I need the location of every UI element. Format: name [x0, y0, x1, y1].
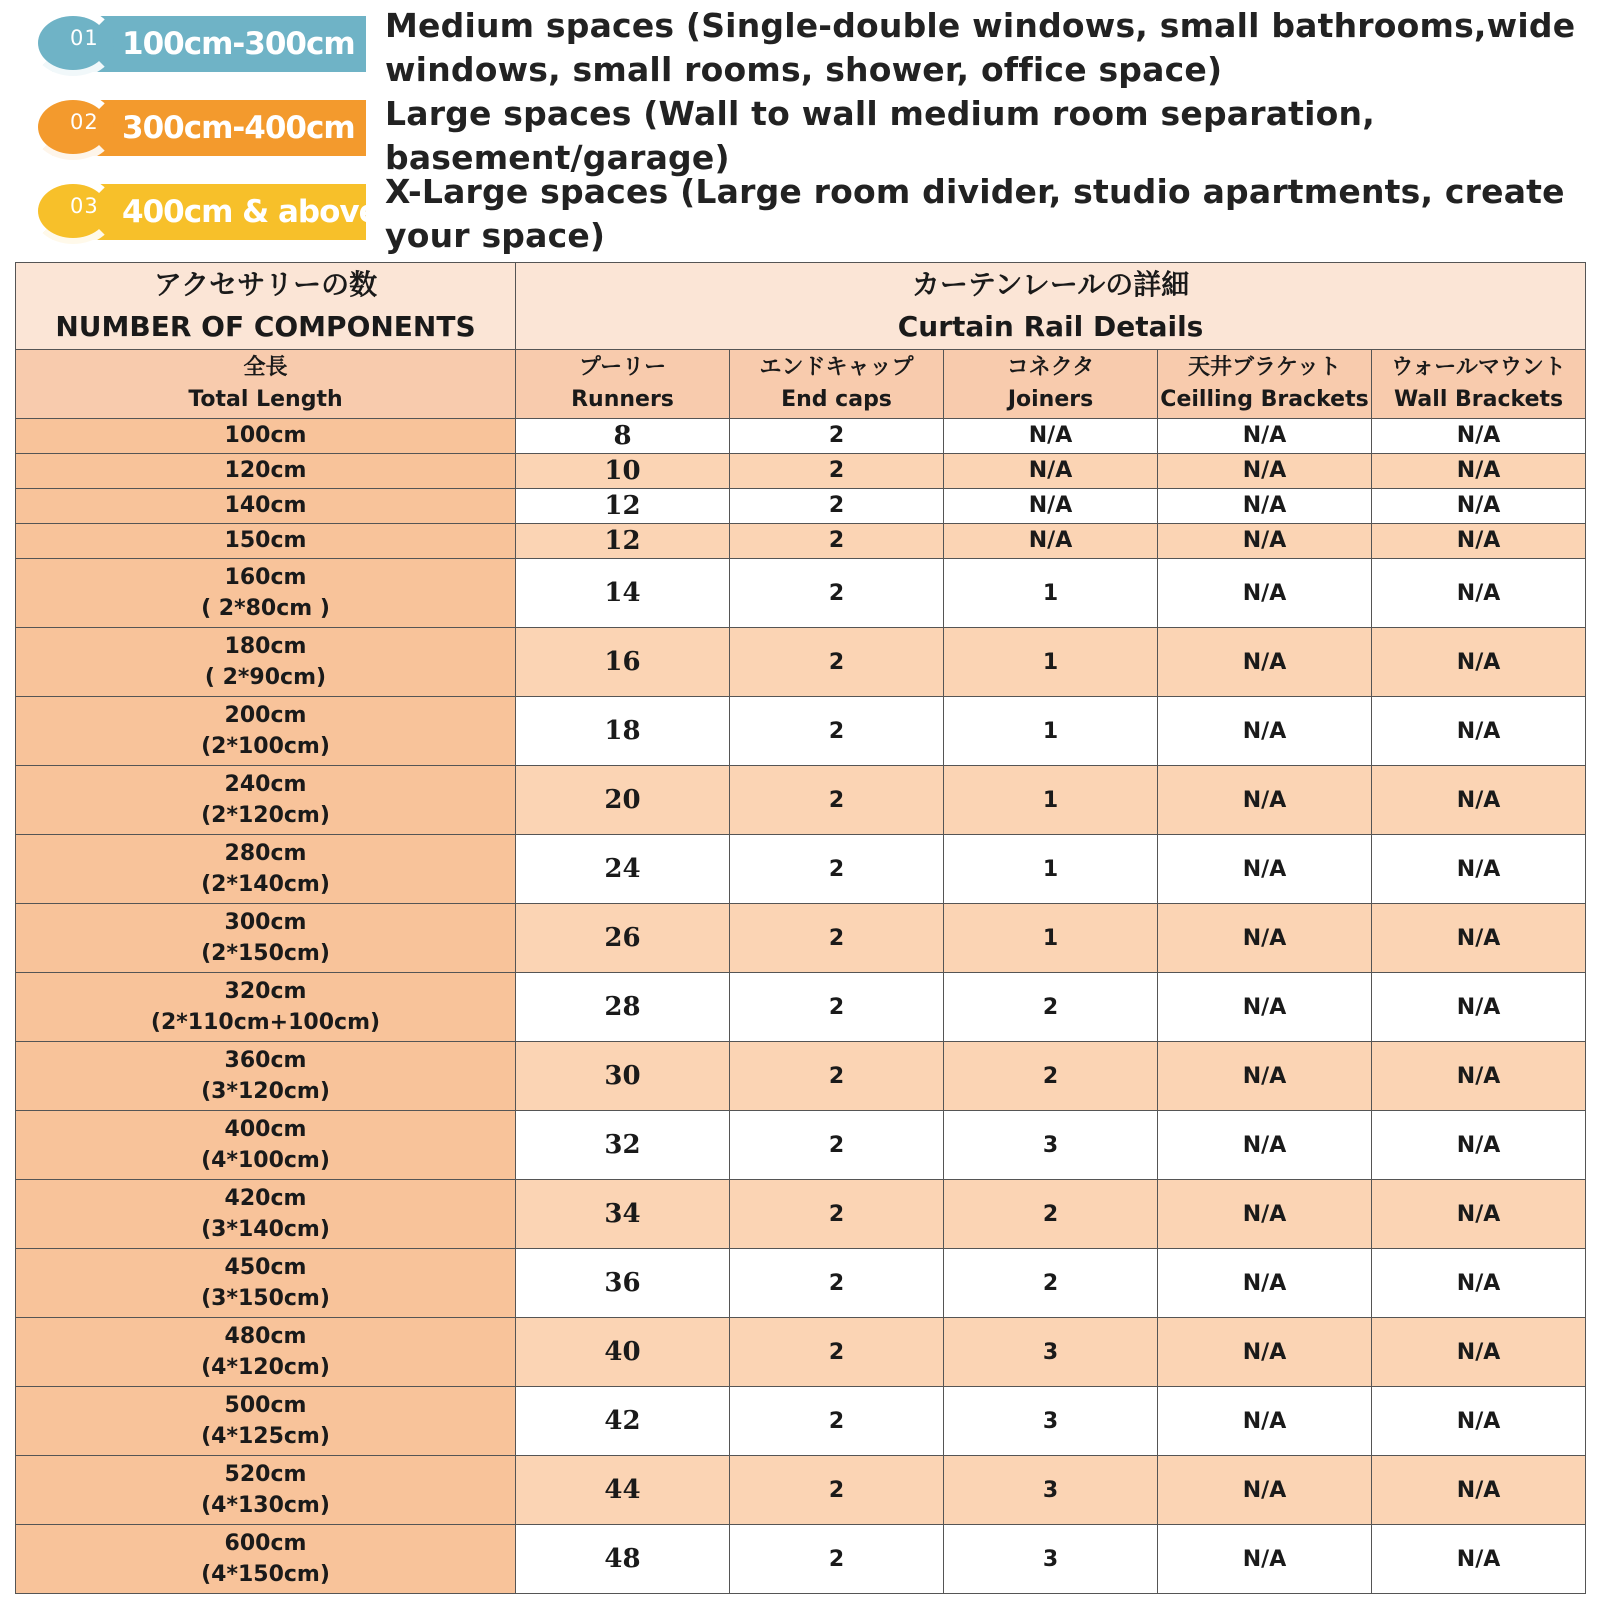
length-split: (3*120cm)	[201, 1079, 330, 1104]
length-value: 120cm	[224, 458, 307, 483]
length-cell	[16, 419, 516, 454]
table-row	[16, 1249, 1586, 1318]
length-split: (4*130cm)	[201, 1493, 330, 1518]
badge-number: 01	[70, 26, 99, 50]
col-ceiling-brackets	[1158, 350, 1372, 419]
end-caps-cell: 2	[730, 628, 944, 697]
table-row	[16, 489, 1586, 524]
ceiling-brackets-cell: N/A	[1158, 697, 1372, 766]
joiners-cell: 3	[944, 1318, 1158, 1387]
length-value: 320cm	[224, 979, 307, 1004]
runners-cell: 10	[516, 454, 730, 489]
runners-cell: 12	[516, 489, 730, 524]
col-wall-brackets-en: Wall Brackets	[1393, 387, 1564, 412]
ceiling-brackets-cell: N/A	[1158, 1456, 1372, 1525]
length-value: 160cm	[224, 565, 307, 590]
runners-cell: 20	[516, 766, 730, 835]
table-row	[16, 1318, 1586, 1387]
badge-range: 300cm-400cm	[122, 110, 355, 146]
components-header-en: NUMBER OF COMPONENTS	[55, 310, 476, 343]
length-cell	[16, 1042, 516, 1111]
length-split: (4*125cm)	[201, 1424, 330, 1449]
table-row	[16, 973, 1586, 1042]
length-cell	[16, 904, 516, 973]
table-row	[16, 419, 1586, 454]
length-split: (2*120cm)	[201, 803, 330, 828]
end-caps-cell: 2	[730, 973, 944, 1042]
col-total-length-en: Total Length	[188, 387, 343, 412]
runners-cell: 26	[516, 904, 730, 973]
ceiling-brackets-cell: N/A	[1158, 766, 1372, 835]
joiners-cell: 1	[944, 628, 1158, 697]
length-value: 150cm	[224, 528, 307, 553]
col-runners-en: Runners	[571, 387, 674, 412]
end-caps-cell: 2	[730, 489, 944, 524]
joiners-cell: 1	[944, 559, 1158, 628]
runners-cell: 34	[516, 1180, 730, 1249]
size-description-02: Large spaces (Wall to wall medium room separation, basement/garage)	[385, 94, 1375, 177]
components-header-jp: アクセサリーの数	[153, 268, 378, 301]
joiners-cell: N/A	[944, 454, 1158, 489]
joiners-cell: 2	[944, 1042, 1158, 1111]
length-split: (4*150cm)	[201, 1562, 330, 1587]
wall-brackets-cell: N/A	[1372, 524, 1586, 559]
length-split: (2*150cm)	[201, 941, 330, 966]
wall-brackets-cell: N/A	[1372, 489, 1586, 524]
runners-cell: 32	[516, 1111, 730, 1180]
end-caps-cell: 2	[730, 1180, 944, 1249]
length-split: (2*110cm+100cm)	[150, 1010, 381, 1035]
table-row	[16, 697, 1586, 766]
length-cell	[16, 1111, 516, 1180]
size-badge-01	[30, 8, 366, 76]
end-caps-cell: 2	[730, 419, 944, 454]
runners-cell: 48	[516, 1525, 730, 1594]
wall-brackets-cell: N/A	[1372, 1042, 1586, 1111]
joiners-cell: 2	[944, 1180, 1158, 1249]
table-row	[16, 1111, 1586, 1180]
wall-brackets-cell: N/A	[1372, 766, 1586, 835]
table-row	[16, 1456, 1586, 1525]
table-row	[16, 1525, 1586, 1594]
length-value: 100cm	[224, 423, 307, 448]
length-cell	[16, 454, 516, 489]
length-value: 180cm	[224, 634, 307, 659]
end-caps-cell: 2	[730, 1318, 944, 1387]
length-cell	[16, 489, 516, 524]
col-joiners	[944, 350, 1158, 419]
length-split: (2*140cm)	[201, 872, 330, 897]
length-value: 480cm	[224, 1324, 307, 1349]
runners-cell: 44	[516, 1456, 730, 1525]
column-header-row	[16, 350, 1586, 419]
wall-brackets-cell: N/A	[1372, 697, 1586, 766]
runners-cell: 18	[516, 697, 730, 766]
length-split: ( 2*90cm)	[204, 665, 327, 690]
length-cell	[16, 524, 516, 559]
wall-brackets-cell: N/A	[1372, 1456, 1586, 1525]
col-end-caps	[730, 350, 944, 419]
wall-brackets-cell: N/A	[1372, 973, 1586, 1042]
table-row	[16, 524, 1586, 559]
table-row	[16, 766, 1586, 835]
wall-brackets-cell: N/A	[1372, 1249, 1586, 1318]
wall-brackets-cell: N/A	[1372, 1111, 1586, 1180]
runners-cell: 24	[516, 835, 730, 904]
runners-cell: 8	[516, 419, 730, 454]
runners-cell: 30	[516, 1042, 730, 1111]
length-value: 420cm	[224, 1186, 307, 1211]
joiners-cell: 3	[944, 1456, 1158, 1525]
col-wall-brackets	[1372, 350, 1586, 419]
ceiling-brackets-cell: N/A	[1158, 489, 1372, 524]
end-caps-cell: 2	[730, 454, 944, 489]
length-value: 450cm	[224, 1255, 307, 1280]
col-total-length-jp: 全長	[243, 355, 288, 380]
ceiling-brackets-cell: N/A	[1158, 1180, 1372, 1249]
joiners-cell: 1	[944, 835, 1158, 904]
length-cell	[16, 1249, 516, 1318]
runners-cell: 28	[516, 973, 730, 1042]
joiners-cell: 3	[944, 1111, 1158, 1180]
length-value: 140cm	[224, 493, 307, 518]
length-value: 240cm	[224, 772, 307, 797]
col-wall-brackets-jp: ウォールマウント	[1391, 355, 1566, 380]
wall-brackets-cell: N/A	[1372, 1525, 1586, 1594]
length-cell	[16, 1525, 516, 1594]
ceiling-brackets-cell: N/A	[1158, 904, 1372, 973]
length-cell	[16, 1318, 516, 1387]
end-caps-cell: 2	[730, 559, 944, 628]
ceiling-brackets-cell: N/A	[1158, 1318, 1372, 1387]
components-header	[16, 263, 516, 350]
end-caps-cell: 2	[730, 697, 944, 766]
joiners-cell: 3	[944, 1525, 1158, 1594]
table-row	[16, 559, 1586, 628]
ceiling-brackets-cell: N/A	[1158, 628, 1372, 697]
ceiling-brackets-cell: N/A	[1158, 1249, 1372, 1318]
ceiling-brackets-cell: N/A	[1158, 1525, 1372, 1594]
ceiling-brackets-cell: N/A	[1158, 559, 1372, 628]
ceiling-brackets-cell: N/A	[1158, 973, 1372, 1042]
end-caps-cell: 2	[730, 1042, 944, 1111]
length-cell	[16, 697, 516, 766]
end-caps-cell: 2	[730, 766, 944, 835]
col-ceiling-brackets-en: Ceilling Brackets	[1160, 387, 1369, 412]
length-split: (3*150cm)	[201, 1286, 330, 1311]
length-value: 300cm	[224, 910, 307, 935]
ceiling-brackets-cell: N/A	[1158, 1387, 1372, 1456]
length-cell	[16, 766, 516, 835]
runners-cell: 14	[516, 559, 730, 628]
length-cell	[16, 835, 516, 904]
runners-cell: 16	[516, 628, 730, 697]
end-caps-cell: 2	[730, 1249, 944, 1318]
length-cell	[16, 1387, 516, 1456]
wall-brackets-cell: N/A	[1372, 835, 1586, 904]
rail-details-header-en: Curtain Rail Details	[897, 310, 1204, 343]
joiners-cell: N/A	[944, 524, 1158, 559]
ceiling-brackets-cell: N/A	[1158, 835, 1372, 904]
length-value: 360cm	[224, 1048, 307, 1073]
length-value: 280cm	[224, 841, 307, 866]
wall-brackets-cell: N/A	[1372, 628, 1586, 697]
table-row	[16, 454, 1586, 489]
col-ceiling-brackets-jp: 天井ブラケット	[1188, 355, 1341, 380]
runners-cell: 42	[516, 1387, 730, 1456]
length-split: (3*140cm)	[201, 1217, 330, 1242]
wall-brackets-cell: N/A	[1372, 419, 1586, 454]
joiners-cell: 1	[944, 904, 1158, 973]
joiners-cell: N/A	[944, 489, 1158, 524]
table-row	[16, 1180, 1586, 1249]
wall-brackets-cell: N/A	[1372, 1387, 1586, 1456]
joiners-cell: 2	[944, 1249, 1158, 1318]
length-cell	[16, 559, 516, 628]
ceiling-brackets-cell: N/A	[1158, 1042, 1372, 1111]
rail-details-header-jp: カーテンレールの詳細	[911, 268, 1190, 301]
size-description-01: Medium spaces (Single-double windows, small bathrooms,wide windows, small rooms, shower, office space)	[385, 6, 1576, 89]
length-value: 400cm	[224, 1117, 307, 1142]
wall-brackets-cell: N/A	[1372, 1318, 1586, 1387]
length-value: 520cm	[224, 1462, 307, 1487]
col-runners-jp: プーリー	[578, 355, 667, 380]
size-badge-02	[30, 92, 366, 160]
wall-brackets-cell: N/A	[1372, 904, 1586, 973]
ceiling-brackets-cell: N/A	[1158, 454, 1372, 489]
end-caps-cell: 2	[730, 904, 944, 973]
col-runners	[516, 350, 730, 419]
size-description-03: X-Large spaces (Large room divider, studio apartments, create your space)	[385, 172, 1565, 255]
col-end-caps-jp: エンドキャップ	[759, 355, 914, 380]
end-caps-cell: 2	[730, 835, 944, 904]
ceiling-brackets-cell: N/A	[1158, 1111, 1372, 1180]
end-caps-cell: 2	[730, 524, 944, 559]
table-row	[16, 1387, 1586, 1456]
size-legend	[0, 0, 1600, 262]
length-cell	[16, 628, 516, 697]
size-badge-03	[30, 176, 379, 244]
length-split: (4*100cm)	[201, 1148, 330, 1173]
runners-cell: 40	[516, 1318, 730, 1387]
wall-brackets-cell: N/A	[1372, 454, 1586, 489]
end-caps-cell: 2	[730, 1387, 944, 1456]
rail-details-header	[516, 263, 1586, 350]
table-row	[16, 628, 1586, 697]
length-split: ( 2*80cm )	[201, 596, 330, 621]
wall-brackets-cell: N/A	[1372, 559, 1586, 628]
col-joiners-jp: コネクタ	[1006, 355, 1095, 380]
col-end-caps-en: End caps	[781, 387, 892, 412]
joiners-cell: 1	[944, 697, 1158, 766]
joiners-cell: 2	[944, 973, 1158, 1042]
table-row	[16, 835, 1586, 904]
table-row	[16, 1042, 1586, 1111]
badge-number: 03	[70, 194, 99, 218]
length-value: 500cm	[224, 1393, 307, 1418]
table-title-row	[16, 263, 1586, 350]
joiners-cell: N/A	[944, 419, 1158, 454]
ceiling-brackets-cell: N/A	[1158, 419, 1372, 454]
length-cell	[16, 1456, 516, 1525]
end-caps-cell: 2	[730, 1456, 944, 1525]
runners-cell: 36	[516, 1249, 730, 1318]
length-cell	[16, 1180, 516, 1249]
length-split: (2*100cm)	[201, 734, 330, 759]
length-split: (4*120cm)	[201, 1355, 330, 1380]
col-total-length	[16, 350, 516, 419]
components-table	[15, 262, 1586, 1594]
length-cell	[16, 973, 516, 1042]
runners-cell: 12	[516, 524, 730, 559]
end-caps-cell: 2	[730, 1525, 944, 1594]
badge-range: 400cm & above	[122, 194, 379, 230]
joiners-cell: 3	[944, 1387, 1158, 1456]
badge-range: 100cm-300cm	[122, 26, 355, 62]
badge-number: 02	[70, 110, 99, 134]
end-caps-cell: 2	[730, 1111, 944, 1180]
ceiling-brackets-cell: N/A	[1158, 524, 1372, 559]
length-value: 200cm	[224, 703, 307, 728]
length-value: 600cm	[224, 1531, 307, 1556]
joiners-cell: 1	[944, 766, 1158, 835]
col-joiners-en: Joiners	[1007, 387, 1094, 412]
wall-brackets-cell: N/A	[1372, 1180, 1586, 1249]
table-row	[16, 904, 1586, 973]
